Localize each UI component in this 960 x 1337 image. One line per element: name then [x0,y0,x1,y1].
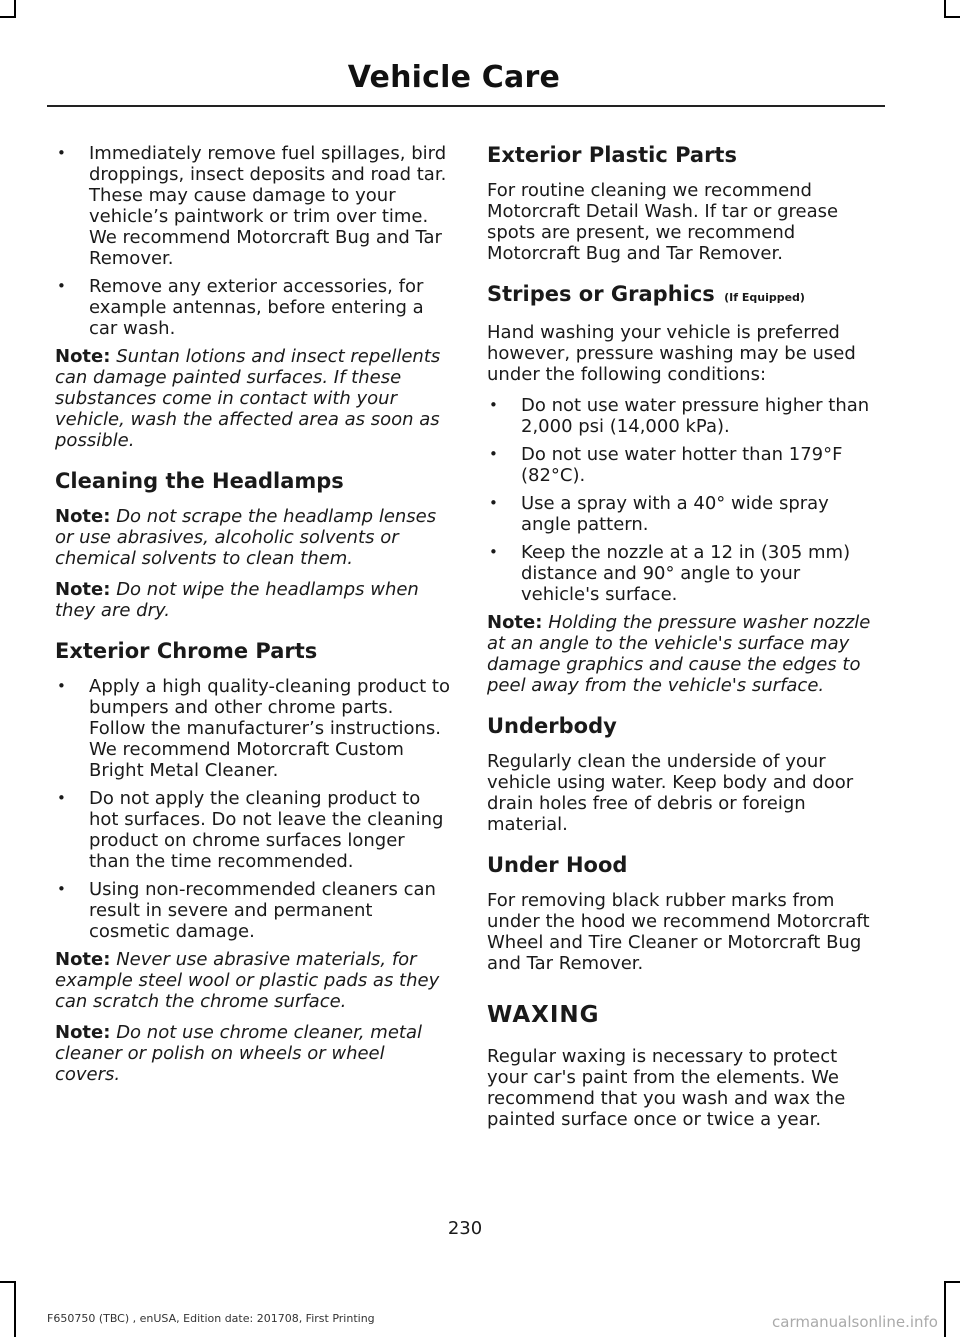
note-text: Never use abrasive materials, for example steel wool or plastic pads as they can scratch the chrome surface. [55,949,440,1012]
heading-exterior-plastic-parts: Exterior Plastic Parts [487,143,737,167]
list-item: • Keep the nozzle at a 12 in (305 mm) distance and 90° angle to your vehicle's surface. [487,542,882,605]
note-text: Do not scrape the headlamp lenses or use abrasives, alcoholic solvents or chemical solvents to clean them. [55,506,437,569]
bullet-list-chrome [55,676,450,942]
note-text: Do not wipe the headlamps when they are dry. [55,579,419,621]
list-item: • Immediately remove fuel spillages, bird droppings, insect deposits and road tar. These may cause damage to your vehicle’s paintwork or trim over time. We recommend Motorcraft Bug and Tar Remover. [55,143,450,269]
paragraph-under-hood: For removing black rubber marks from under the hood we recommend Motorcraft Wheel and Tire Cleaner or Motorcraft Bug and Tar Remover. [487,890,870,974]
list-item: • Use a spray with a 40° wide spray angle pattern. [487,493,882,535]
note-label: Note: [55,506,111,527]
list-item: • Remove any exterior accessories, for example antennas, before entering a car wash. [55,276,450,339]
heading-waxing: WAXING [487,1002,600,1028]
edition-footer: F650750 (TBC) , enUSA, Edition date: 201708, First Printing [47,1312,375,1325]
paragraph-stripes: Hand washing your vehicle is preferred however, pressure washing may be used under the following conditions: [487,322,856,385]
note-text: Holding the pressure washer nozzle at an angle to the vehicle's surface may damage graphics and cause the edges to peel away from the vehicle's surface. [487,612,871,696]
crop-mark-bottom-left-horizontal [0,1281,16,1283]
note-abrasive-materials [55,949,450,1012]
heading-underbody: Underbody [487,714,617,738]
page-number: 230 [447,1218,483,1239]
header-rule [47,105,885,107]
note-text: Do not use chrome cleaner, metal cleaner or polish on wheels or wheel covers. [55,1022,422,1085]
heading-text: Stripes or Graphics [487,282,715,306]
bullet-list-pressure-washing [487,395,882,605]
note-label: Note: [55,579,111,600]
note-suntan [55,346,450,451]
left-column [55,143,450,1095]
right-column [487,143,882,1140]
list-item: • Do not apply the cleaning product to hot surfaces. Do not leave the cleaning product on chrome surfaces longer than the time recommended. [55,788,450,872]
heading-stripes-or-graphics [487,282,882,310]
note-headlamp-lenses [55,506,450,569]
note-label: Note: [55,346,111,367]
crop-mark-top-left-horizontal [0,16,16,18]
heading-cleaning-headlamps: Cleaning the Headlamps [55,469,344,493]
paragraph-waxing: Regular waxing is necessary to protect your car's paint from the elements. We recommend that you wash and wax the painted surface once or twice a year. [487,1046,846,1130]
paragraph-plastic-parts: For routine cleaning we recommend Motorcraft Detail Wash. If tar or grease spots are present, we recommend Motorcraft Bug and Tar Remover. [487,180,839,264]
heading-exterior-chrome-parts: Exterior Chrome Parts [55,639,318,663]
crop-mark-bottom-left-vertical [14,1283,16,1337]
note-headlamps-dry [55,579,450,621]
page-title: Vehicle Care [347,60,560,95]
paragraph-underbody: Regularly clean the underside of your vehicle using water. Keep body and door drain holes free of debris or foreign material. [487,751,854,835]
crop-mark-bottom-right-horizontal [944,1281,960,1283]
if-equipped-tag: (If Equipped) [724,291,805,304]
note-text: Suntan lotions and insect repellents can damage painted surfaces. If these substances come in contact with your vehicle, wash the affected area as soon as possible. [55,346,441,451]
note-chrome-cleaner [55,1022,450,1085]
list-item: • Do not use water hotter than 179°F (82°C). [487,444,882,486]
watermark: carmanualsonline.info [772,1313,938,1331]
note-label: Note: [55,949,111,970]
crop-mark-bottom-right-vertical [944,1283,946,1337]
note-label: Note: [487,612,543,633]
heading-under-hood: Under Hood [487,853,628,877]
bullet-list-paint-care [55,143,450,339]
list-item: • Using non-recommended cleaners can result in severe and permanent cosmetic damage. [55,879,450,942]
crop-mark-top-right-horizontal [944,16,960,18]
list-item: • Do not use water pressure higher than 2,000 psi (14,000 kPa). [487,395,882,437]
list-item: • Apply a high quality-cleaning product to bumpers and other chrome parts. Follow the manufacturer’s instructions. We recommend Motorcraft Custom Bright Metal Cleaner. [55,676,450,781]
note-label: Note: [55,1022,111,1043]
note-pressure-washer-nozzle [487,612,882,696]
